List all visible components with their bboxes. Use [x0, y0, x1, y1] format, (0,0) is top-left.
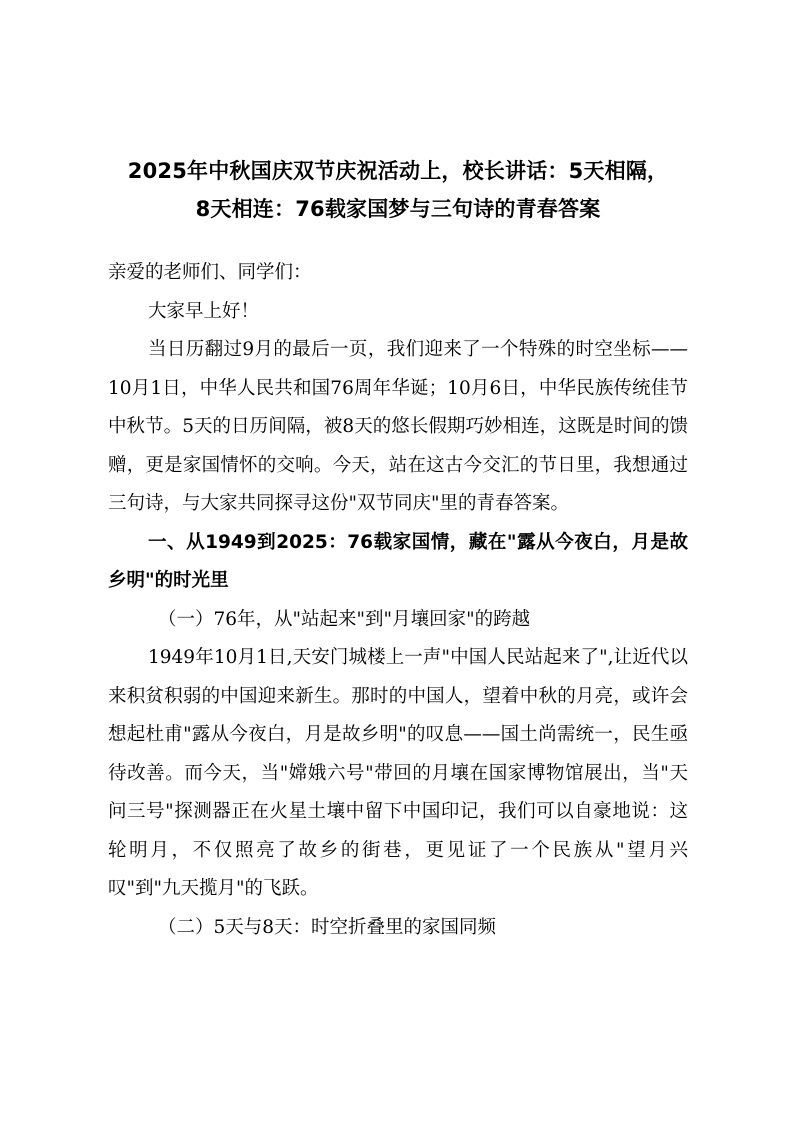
- subsection-1-body: 1949年10月1日,天安门城楼上一声"中国人民站起来了",让近代以来积贫积弱的中国迎来新生。那时的中国人，望着中秋的月亮，或许会想起杜甫"露从今夜白，月是故乡明"的叹息——国土尚需统一，民生亟待改善。而今天，当"嫦娥六号"带回的月壤在国家博物馆展出，当"天问三号"探测器正在火星土壤中留下中国印记，我们可以自豪地说：这轮明月，不仅照亮了故乡的街巷，更见证了一个民族从"望月兴叹"到"九天揽月"的飞跃。: [108, 647, 688, 899]
- title-line-1: 2025年中秋国庆双节庆祝活动上，校长讲话：5天相隔，: [127, 159, 669, 183]
- salutation: 亲爱的老师们、同学们：: [108, 262, 312, 283]
- subsection-2-heading: （二）5天与8天：时空折叠里的家国同频: [158, 916, 497, 938]
- intro-paragraph: 当日历翻过9月的最后一页，我们迎来了一个特殊的时空坐标——10月1日，中华人民共和国76周年华诞；10月6日，中华民族传统佳节中秋节。5天的日历间隔，被8天的悠长假期巧妙相连，这既是时间的馈赠，更是家国情怀的交响。今天，站在这古今交汇的节日里，我想通过三句诗，与大家共同探寻这份"双节同庆"里的青春答案。: [108, 339, 688, 514]
- greeting: 大家早上好！: [148, 300, 260, 322]
- document-title: [108, 152, 688, 228]
- subsection-1-heading: （一）76年，从"站起来"到"月壤回家"的跨越: [158, 608, 531, 630]
- document-page: [108, 152, 688, 947]
- section-1-heading: 一、从1949到2025：76载家国情，藏在"露从今夜白，月是故乡明"的时光里: [108, 531, 688, 591]
- title-line-2: 8天相连：76载家国梦与三句诗的青春答案: [195, 197, 601, 221]
